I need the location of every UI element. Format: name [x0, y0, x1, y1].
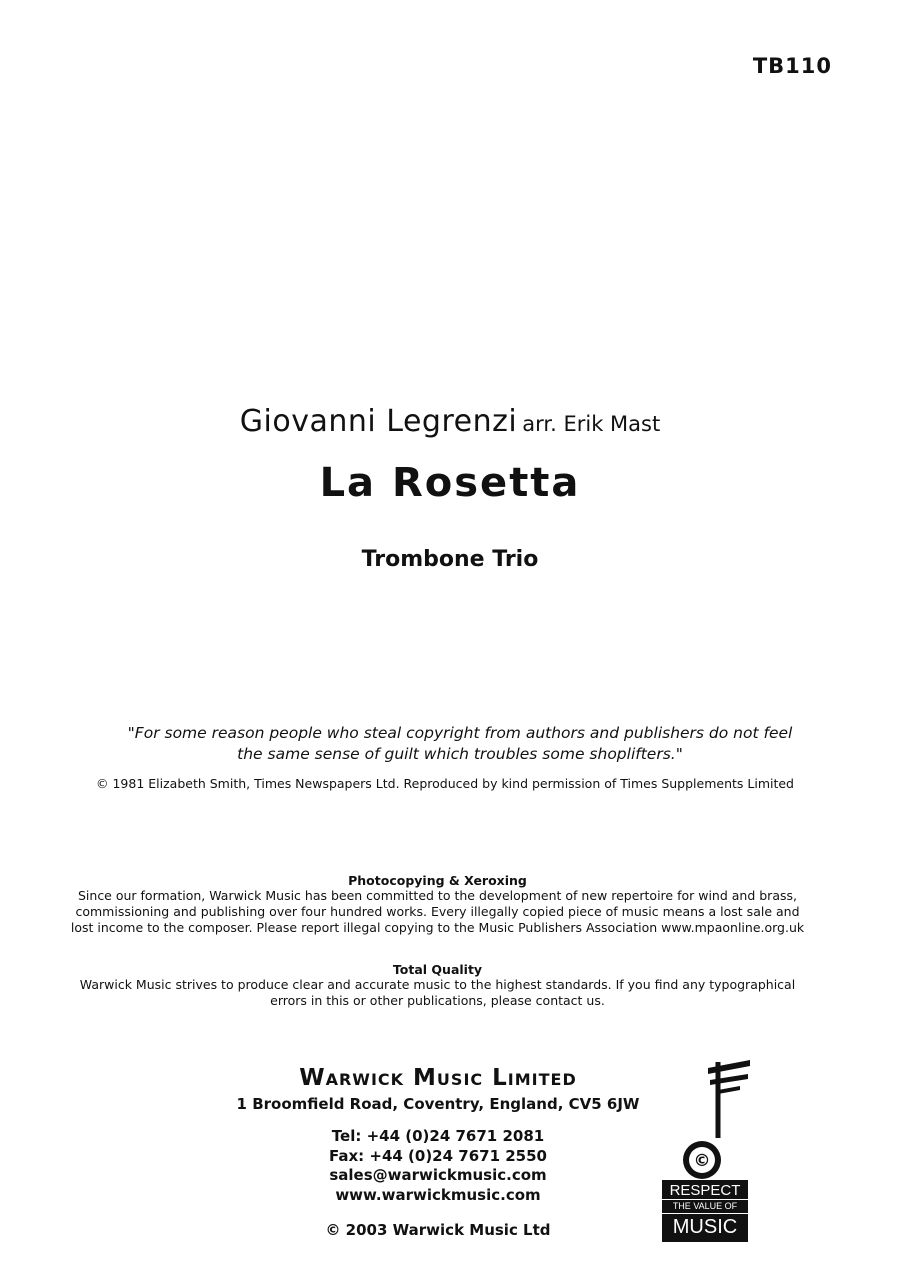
notice-line: Since our formation, Warwick Music has been committed to the development of new repertoire for wind and brass, — [77, 888, 797, 903]
publisher-name: Warwick Music Limited — [299, 1065, 577, 1091]
logo-text-box — [662, 1180, 748, 1242]
quote-line: "For some reason people who steal copyright from authors and publishers do not feel — [127, 724, 793, 742]
music-note-icon — [660, 1056, 750, 1180]
contact-details — [230, 1127, 646, 1205]
logo-text: MUSIC — [672, 1216, 738, 1238]
publisher-copyright: © 2003 Warwick Music Ltd — [325, 1221, 551, 1239]
notice-line: errors in this or other publications, please contact us. — [270, 993, 605, 1008]
ensemble-subtitle: Trombone Trio — [361, 547, 539, 572]
photocopying-heading: Photocopying & Xeroxing — [348, 873, 527, 888]
logo-text: RESPECT — [662, 1182, 748, 1200]
quote-attribution: © 1981 Elizabeth Smith, Times Newspapers Ltd. Reproduced by kind permission of Times Supplements Limited — [96, 776, 794, 791]
publisher-block — [230, 1065, 646, 1239]
notice-line: commissioning and publishing over four hundred works. Every illegally copied piece of music means a lost sale and — [75, 904, 800, 919]
email-link[interactable]: sales@warwickmusic.com — [329, 1166, 547, 1184]
catalog-number: TB110 — [752, 54, 832, 78]
respect-music-logo — [660, 1056, 750, 1246]
quality-notice — [60, 962, 815, 1009]
svg-text:©: © — [693, 1151, 711, 1171]
publisher-address: 1 Broomfield Road, Coventry, England, CV5 6JW — [236, 1095, 640, 1113]
credit-line — [0, 404, 900, 439]
quality-heading: Total Quality — [392, 962, 483, 977]
notice-line: lost income to the composer. Please report illegal copying to the Music Publishers Association www.mpaonline.org.uk — [70, 920, 805, 935]
telephone: Tel: +44 (0)24 7671 2081 — [331, 1127, 545, 1145]
fax: Fax: +44 (0)24 7671 2550 — [328, 1146, 547, 1165]
arranger-name: arr. Erik Mast — [522, 412, 661, 436]
logo-text: THE VALUE OF — [662, 1200, 748, 1214]
quote-line: the same sense of guilt which troubles some shoplifters." — [237, 745, 683, 763]
composer-name: Giovanni Legrenzi — [239, 404, 518, 439]
website-link[interactable]: www.warwickmusic.com — [335, 1185, 541, 1204]
photocopying-notice — [60, 873, 815, 936]
notice-line: Warwick Music strives to produce clear and accurate music to the highest standards. If you find any typographical — [79, 977, 796, 992]
piece-title: La Rosetta — [319, 460, 581, 506]
copyright-quote — [80, 723, 840, 765]
